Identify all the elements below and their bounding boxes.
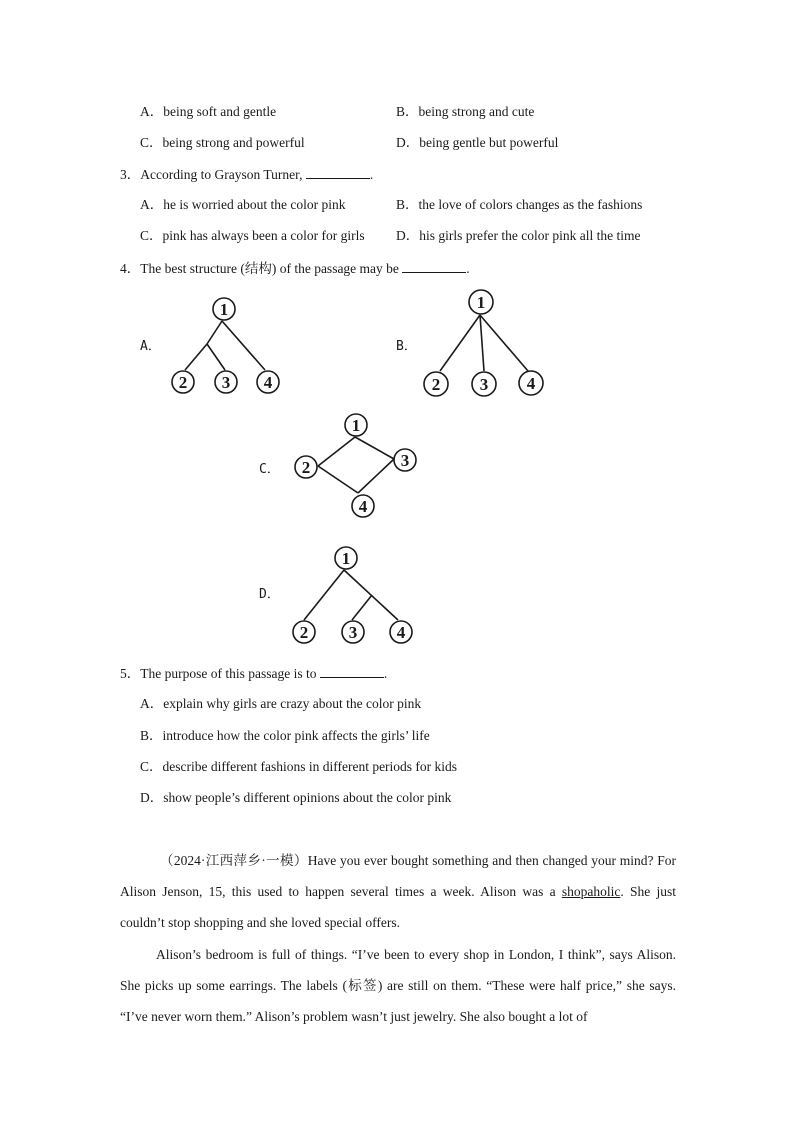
- q4-option-b-label[interactable]: B．: [396, 339, 417, 354]
- answer-blank[interactable]: [402, 260, 466, 273]
- question-text: The best structure (结构) of the passage may be: [140, 261, 399, 276]
- node-4-label: 4: [263, 373, 273, 392]
- q4-option-b-diagram[interactable]: [418, 287, 548, 402]
- graph-edge: [318, 437, 355, 466]
- question-5-stem: 5．The purpose of this passage is to .: [120, 666, 388, 681]
- option-letter: A．: [140, 104, 164, 119]
- question-text: According to Grayson Turner,: [140, 167, 303, 182]
- option-text: being strong and cute: [418, 104, 535, 119]
- option-text: pink has always been a color for girls: [162, 228, 365, 243]
- passage-paragraph-2: Alison’s bedroom is full of things. “I’ve been to every shop in London, I think”, says Alison. She picks up some earrings. The labels (标签) are still on them. “These were half price,” she says. “I’ve never worn them.” Alison’s problem wasn’t just jewelry. She also bought a lot of: [120, 947, 676, 1024]
- option-letter: C．: [140, 135, 163, 150]
- option-text: he is worried about the color pink: [163, 197, 346, 212]
- node-4-label: 4: [396, 623, 406, 642]
- option-letter: A．: [140, 197, 164, 212]
- option-text: being soft and gentle: [163, 104, 277, 119]
- option-text: show people’s different opinions about the color pink: [163, 790, 452, 805]
- tree-edge: [352, 595, 372, 620]
- tree-edge: [207, 344, 225, 370]
- q2-option-b[interactable]: [396, 104, 534, 120]
- answer-blank[interactable]: [306, 166, 370, 179]
- option-letter: C．: [140, 759, 163, 774]
- node-3-label: 3: [400, 451, 410, 470]
- underlined-word: shopaholic: [561, 884, 621, 899]
- tree-edge: [440, 315, 480, 371]
- q4-option-c-label[interactable]: C．: [259, 462, 280, 477]
- q4-option-d-label[interactable]: D．: [259, 587, 280, 602]
- option-letter: C．: [140, 228, 163, 243]
- graph-edge: [318, 466, 358, 493]
- q5-option-b[interactable]: [140, 728, 430, 744]
- node-3-label: 3: [221, 373, 231, 392]
- q2-option-a[interactable]: [140, 104, 276, 120]
- q3-option-c[interactable]: [140, 228, 365, 244]
- option-text: describe different fashions in different periods for kids: [162, 759, 458, 774]
- node-2-label: 2: [431, 375, 441, 394]
- node-3-label: 3: [348, 623, 358, 642]
- q3-option-b[interactable]: [396, 197, 642, 213]
- node-4-label: 4: [526, 374, 536, 393]
- question-number: 4．: [120, 261, 141, 276]
- question-number: 3．: [120, 167, 141, 182]
- node-3-label: 3: [479, 375, 489, 394]
- tree-edge: [480, 315, 528, 371]
- tree-edge: [185, 344, 207, 370]
- tree-edge: [222, 321, 265, 370]
- option-text: his girls prefer the color pink all the time: [419, 228, 641, 243]
- node-1-label: 1: [219, 300, 229, 319]
- option-letter: B．: [140, 728, 163, 743]
- tree-edge: [304, 570, 344, 620]
- option-letter: A．: [140, 696, 164, 711]
- node-1-label: 1: [341, 549, 351, 568]
- node-1-label: 1: [476, 293, 486, 312]
- q5-option-d[interactable]: [140, 790, 451, 806]
- tree-edge: [207, 321, 222, 344]
- option-letter: D．: [396, 228, 420, 243]
- passage-paragraph-1: （2024·江西萍乡·一模）Have you ever bought something and then changed your mind? For Alison Jenson, 15, this used to happen several times a week. Alison was a shopaholic. She just couldn’t stop shopping and she loved special offers.: [120, 853, 676, 930]
- option-letter: B．: [396, 104, 419, 119]
- q5-option-a[interactable]: [140, 696, 421, 712]
- option-letter: D．: [396, 135, 420, 150]
- option-text: the love of colors changes as the fashions: [418, 197, 643, 212]
- q5-option-c[interactable]: [140, 759, 457, 775]
- node-2-label: 2: [301, 458, 311, 477]
- q4-option-d-diagram[interactable]: [290, 544, 420, 649]
- node-2-label: 2: [178, 373, 188, 392]
- q4-option-a-label[interactable]: A．: [140, 339, 161, 354]
- option-letter: B．: [396, 197, 419, 212]
- option-text: introduce how the color pink affects the girls’ life: [162, 728, 430, 743]
- q3-option-a[interactable]: [140, 197, 345, 213]
- tree-edge: [480, 315, 484, 371]
- q4-option-c-diagram[interactable]: [290, 410, 425, 525]
- q3-option-d[interactable]: [396, 228, 640, 244]
- option-text: being strong and powerful: [162, 135, 305, 150]
- question-text: The purpose of this passage is to: [140, 666, 317, 681]
- q2-option-d[interactable]: [396, 135, 558, 151]
- node-1-label: 1: [351, 416, 361, 435]
- question-3-stem: 3．According to Grayson Turner, .: [120, 167, 374, 182]
- graph-edge: [355, 437, 394, 459]
- node-2-label: 2: [299, 623, 309, 642]
- q2-option-c[interactable]: [140, 135, 305, 151]
- option-text: explain why girls are crazy about the color pink: [163, 696, 422, 711]
- option-letter: D．: [140, 790, 164, 805]
- question-number: 5．: [120, 666, 141, 681]
- passage-source: （2024·江西萍乡·一模）: [160, 853, 308, 868]
- option-text: being gentle but powerful: [419, 135, 559, 150]
- node-4-label: 4: [358, 497, 368, 516]
- question-4-stem: 4．The best structure (结构) of the passage may be .: [120, 261, 470, 276]
- graph-edge: [358, 459, 394, 493]
- q4-option-a-diagram[interactable]: [165, 292, 290, 402]
- answer-blank[interactable]: [320, 665, 384, 678]
